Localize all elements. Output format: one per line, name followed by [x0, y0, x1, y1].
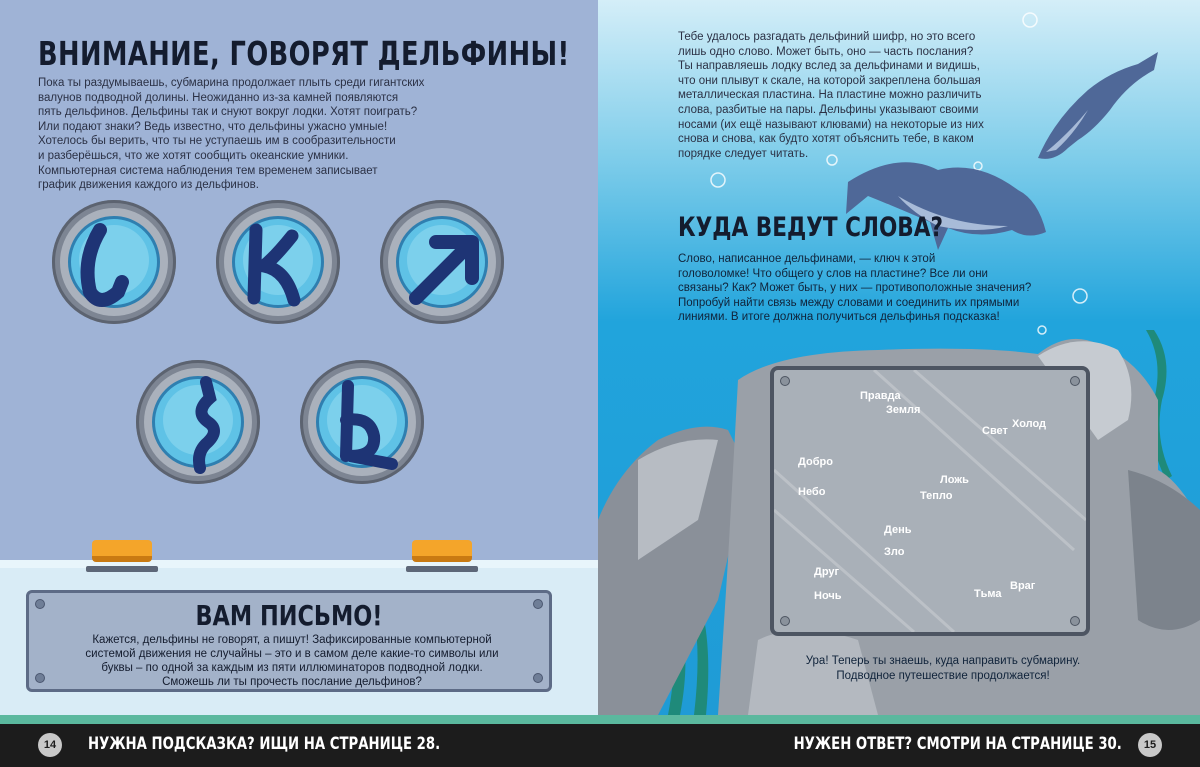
word-vrag: Враг	[1010, 580, 1036, 592]
word-noch: Ночь	[814, 590, 842, 602]
dolphin-path-1-icon	[52, 200, 176, 324]
page-title: ВНИМАНИЕ, ГОВОРЯТ ДЕЛЬФИНЫ!	[38, 34, 570, 73]
dolphin-icon	[1038, 52, 1158, 159]
intro-text: Пока ты раздумываешь, субмарина продолжает плыть среди гигантских валунов подводной долины. Неожиданно из-за камней появляются пять дельфинов. Дельфины так и снуют вокруг лодки. Хотят поиграть? Или подают знаки? Ведь известно, что дельфины ужасно умные! Хотелось бы верить, что ты не уступаешь им в сообразительности и разберёшься, что же хотят сообщить океанские умники. Компьютерная система наблюдения тем временем записывает график движения каждого из дельфинов.	[38, 77, 425, 192]
word-den: День	[884, 524, 912, 536]
word-zemlya: Земля	[886, 404, 921, 416]
porthole-4	[136, 360, 260, 484]
screw-icon	[533, 673, 543, 683]
hint-link: НУЖНА ПОДСКАЗКА? ИЩИ НА СТРАНИЦЕ 28.	[88, 734, 441, 754]
letter-title: ВАМ ПИСЬМО!	[195, 599, 383, 632]
screw-icon	[780, 616, 790, 626]
word-teplo: Тепло	[920, 490, 953, 502]
word-zlo: Зло	[884, 546, 905, 558]
screw-icon	[1070, 376, 1080, 386]
left-page	[0, 0, 598, 715]
page-number-right: 15	[1138, 733, 1162, 757]
metal-plate	[770, 366, 1090, 636]
word-drug: Друг	[814, 566, 840, 578]
porthole-2	[216, 200, 340, 324]
answer-link: НУЖЕН ОТВЕТ? СМОТРИ НА СТРАНИЦЕ 30.	[793, 734, 1122, 754]
porthole-5	[300, 360, 424, 484]
section-title: КУДА ВЕДУТ СЛОВА?	[678, 212, 944, 243]
screw-icon	[533, 599, 543, 609]
screw-icon	[780, 376, 790, 386]
footer	[0, 724, 1200, 767]
outro-text: Ура! Теперь ты знаешь, куда направить субмарину. Подводное путешествие продолжается!	[805, 655, 1081, 682]
footer-stripe	[0, 715, 1200, 724]
word-nebo: Небо	[798, 486, 826, 498]
screw-icon	[1070, 616, 1080, 626]
porthole-3	[380, 200, 504, 324]
word-svet: Свет	[982, 425, 1008, 437]
orange-button-icon	[412, 540, 472, 562]
orange-button-icon	[92, 540, 152, 562]
word-lozh: Ложь	[940, 474, 969, 486]
dolphin-path-2-icon	[216, 200, 340, 324]
right-page	[598, 0, 1200, 715]
dolphin-path-5-icon	[300, 360, 424, 484]
word-pravda: Правда	[860, 390, 901, 402]
word-kholod: Холод	[1012, 418, 1047, 430]
letter-body: Кажется, дельфины не говорят, а пишут! Зафиксированные компьютерной системой движения не случайны – это и в самом деле какие-то символы или буквы – по одной за каждым из пяти иллюминаторов подводной лодки. Сможешь ли ты прочесть послание дельфинов?	[85, 634, 499, 688]
porthole-1	[52, 200, 176, 324]
word-dobro: Добро	[798, 456, 833, 468]
page-number-left: 14	[38, 733, 62, 757]
letter-box	[26, 590, 552, 692]
section-body: Слово, написанное дельфинами, — ключ к этой головоломке! Что общего у слов на пластине? Все ли они связаны? Как? Может быть, у них — противоположные значения? Попробуй найти связь между словами и соединить их прямыми линиями. В итоге должна получиться дельфинья подсказка!	[678, 253, 1032, 324]
word-tma: Тьма	[974, 588, 1002, 600]
dolphin-path-4-icon	[136, 360, 260, 484]
screw-icon	[35, 673, 45, 683]
dolphin-path-3-icon	[380, 200, 504, 324]
intro-text-right: Тебе удалось разгадать дельфиний шифр, но это всего лишь одно слово. Может быть, оно — часть послания? Ты направляешь лодку вслед за дельфинами и видишь, что они плывут к скале, на которой закреплена большая металлическая пластина. На пластине можно различить слова, разбитые на пары. Дельфины указывают своими носами (их ещё называют клювами) на некоторые из них снова и снова, как будто хотят объяснить тебе, в каком порядке следует читать.	[678, 31, 984, 160]
screw-icon	[35, 599, 45, 609]
